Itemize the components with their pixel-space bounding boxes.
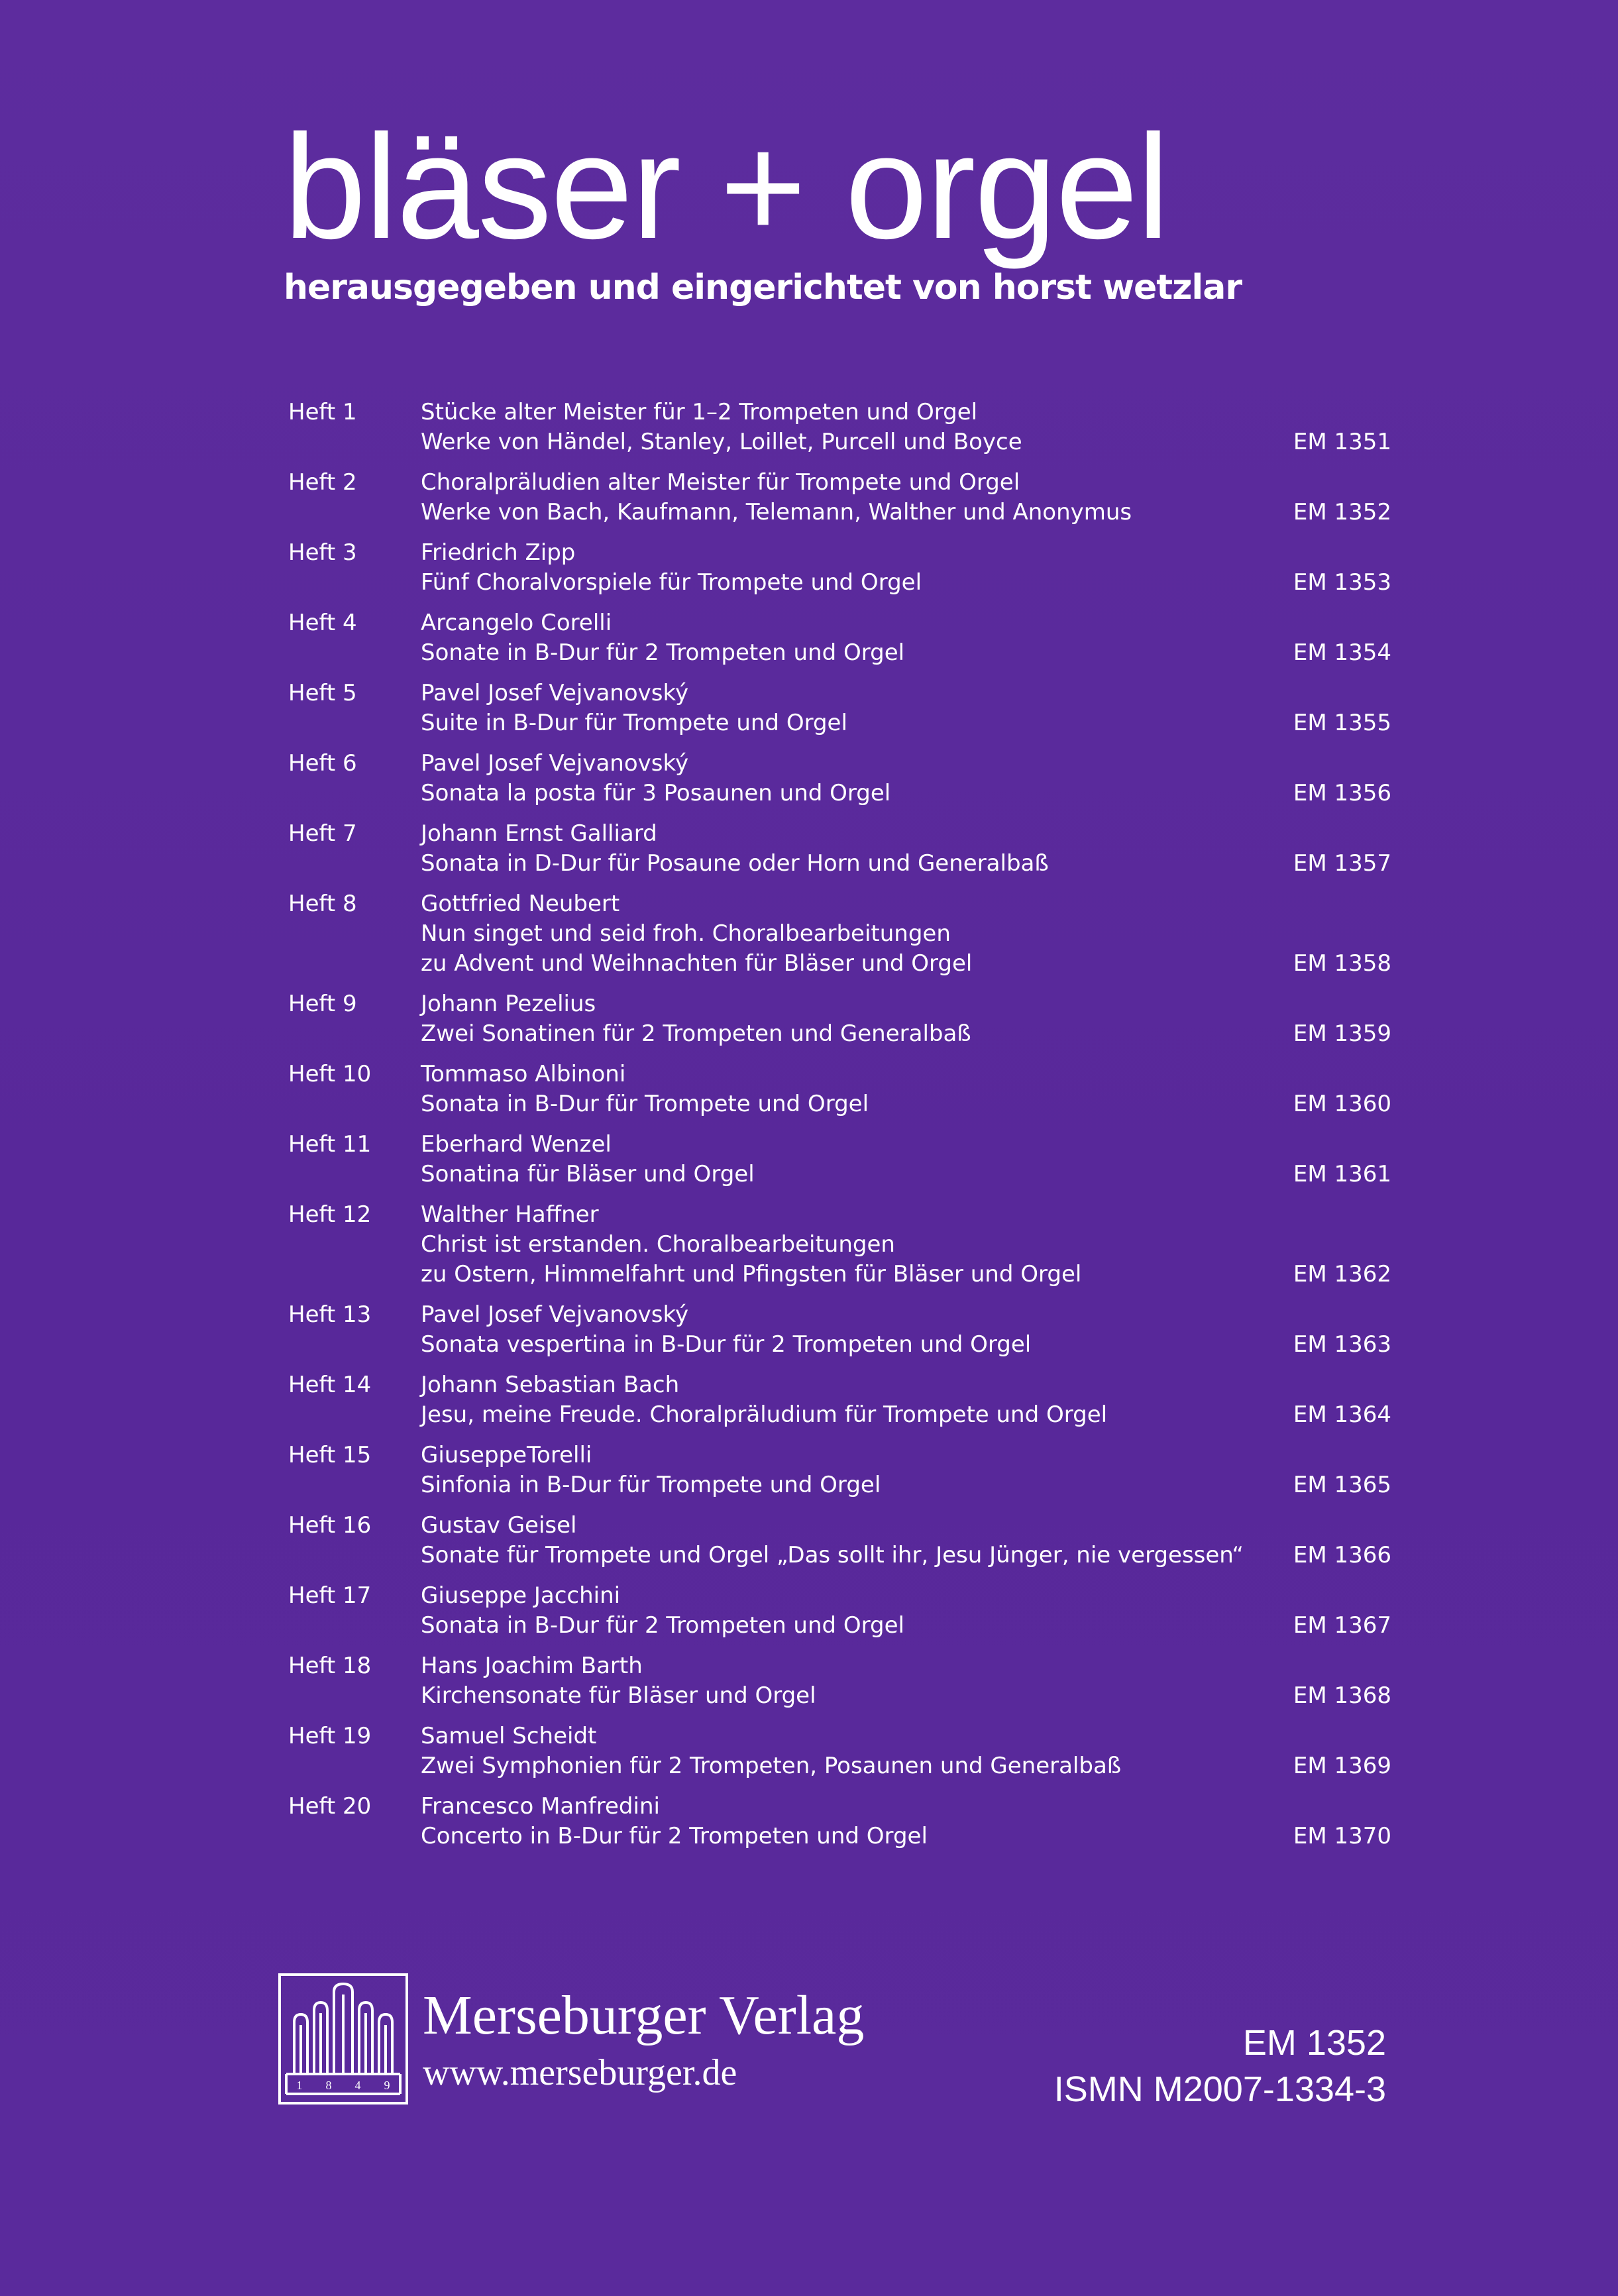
entry-title-line: Zwei Sonatinen für 2 Trompeten und Generalbaß xyxy=(421,1020,971,1047)
entry-title-line: Sonata in B-Dur für 2 Trompeten und Orgel xyxy=(421,1612,905,1639)
entry-composer-line: Walther Haffner xyxy=(421,1201,599,1228)
heft-label: Heft 15 xyxy=(288,1442,372,1468)
entry-composer-line: Eberhard Wenzel xyxy=(421,1131,612,1158)
catalog-number: EM 1360 xyxy=(1293,1091,1391,1117)
entry-text xyxy=(421,889,1226,979)
catalog-number: EM 1355 xyxy=(1293,710,1391,736)
catalog-number: EM 1351 xyxy=(1293,429,1391,455)
entry-title-line: Sonata vespertina in B-Dur für 2 Trompeten und Orgel xyxy=(421,1331,1032,1358)
heft-label: Heft 18 xyxy=(288,1653,372,1679)
entry-text xyxy=(421,749,1226,808)
heft-label: Heft 17 xyxy=(288,1582,372,1609)
series-entry xyxy=(288,889,1391,979)
logo-digit: 8 xyxy=(325,2079,332,2092)
entry-title-line: Sonata la posta für 3 Posaunen und Orgel xyxy=(421,780,891,806)
edition-identifiers xyxy=(1054,2020,1386,2112)
catalog-number: EM 1362 xyxy=(1293,1261,1391,1287)
entry-text xyxy=(421,679,1226,738)
catalog-number: EM 1370 xyxy=(1293,1823,1391,1849)
series-entry xyxy=(288,819,1391,879)
entry-composer-line: Hans Joachim Barth xyxy=(421,1653,643,1679)
series-entry xyxy=(288,1722,1391,1781)
entry-composer-line: Giuseppe Jacchini xyxy=(421,1582,621,1609)
heft-label: Heft 7 xyxy=(288,820,357,847)
entry-composer-line: GiuseppeTorelli xyxy=(421,1442,592,1468)
entry-text xyxy=(421,1130,1226,1189)
entry-title-line: Sonata in B-Dur für Trompete und Orgel xyxy=(421,1091,869,1117)
catalog-number: EM 1365 xyxy=(1293,1472,1391,1498)
series-entry xyxy=(288,1300,1391,1360)
heft-label: Heft 9 xyxy=(288,991,357,1017)
entry-composer-line: Johann Pezelius xyxy=(421,991,596,1017)
entry-composer-line: Pavel Josef Vejvanovský xyxy=(421,680,689,706)
entry-title-line: Nun singet und seid froh. Choralbearbeitungen xyxy=(421,920,951,947)
entry-text xyxy=(421,989,1226,1049)
catalog-number: EM 1367 xyxy=(1293,1612,1391,1639)
entry-title-line: Sonata in D-Dur für Posaune oder Horn und Generalbaß xyxy=(421,850,1049,877)
series-subtitle: herausgegeben und eingerichtet von horst wetzlar xyxy=(284,268,1242,307)
entry-text xyxy=(421,1792,1226,1851)
series-list xyxy=(288,398,1391,1862)
entry-title-line: Zwei Symphonien für 2 Trompeten, Posaunen und Generalbaß xyxy=(421,1753,1122,1779)
heft-label: Heft 5 xyxy=(288,680,357,706)
entry-title-line: zu Ostern, Himmelfahrt und Pfingsten für Bläser und Orgel xyxy=(421,1261,1082,1287)
catalog-number: EM 1361 xyxy=(1293,1161,1391,1187)
entry-composer-line: Gustav Geisel xyxy=(421,1512,577,1539)
catalog-number: EM 1353 xyxy=(1293,569,1391,596)
entry-title-line: Suite in B-Dur für Trompete und Orgel xyxy=(421,710,847,736)
header xyxy=(284,104,1410,307)
organ-logo xyxy=(278,1973,408,2105)
entry-composer-line: Stücke alter Meister für 1–2 Trompeten und Orgel xyxy=(421,399,978,425)
publisher-url[interactable]: www.merseburger.de xyxy=(423,2052,737,2093)
heft-label: Heft 1 xyxy=(288,399,357,425)
entry-title-line: Jesu, meine Freude. Choralpräludium für Trompete und Orgel xyxy=(421,1401,1108,1428)
catalog-number: EM 1354 xyxy=(1293,639,1391,666)
series-entry xyxy=(288,1060,1391,1119)
catalog-number: EM 1364 xyxy=(1293,1401,1391,1428)
heft-label: Heft 14 xyxy=(288,1372,372,1398)
entry-text xyxy=(421,1511,1244,1570)
entry-title-line: Werke von Bach, Kaufmann, Telemann, Walther und Anonymus xyxy=(421,499,1132,525)
logo-digit: 9 xyxy=(384,2079,390,2092)
series-entry xyxy=(288,1581,1391,1641)
entry-title-line: Kirchensonate für Bläser und Orgel xyxy=(421,1682,816,1709)
catalog-number: EM 1366 xyxy=(1293,1542,1391,1568)
entry-text xyxy=(421,468,1226,527)
series-entry xyxy=(288,679,1391,738)
ismn: ISMN M2007-1334-3 xyxy=(1053,2069,1386,2109)
series-entry xyxy=(288,1511,1391,1570)
entry-text xyxy=(421,1581,1226,1641)
catalog-number: EM 1368 xyxy=(1293,1682,1391,1709)
heft-label: Heft 19 xyxy=(288,1723,372,1749)
entry-composer-line: Friedrich Zipp xyxy=(421,539,576,566)
entry-title-line: Christ ist erstanden. Choralbearbeitungen xyxy=(421,1231,895,1258)
series-entry xyxy=(288,1370,1391,1430)
heft-label: Heft 4 xyxy=(288,610,357,636)
entry-text xyxy=(421,1200,1226,1289)
catalog-number: EM 1357 xyxy=(1293,850,1391,877)
series-entry xyxy=(288,1200,1391,1289)
entry-text xyxy=(421,538,1226,598)
organ-pipes-icon xyxy=(281,1976,405,2102)
series-entry xyxy=(288,1441,1391,1500)
heft-label: Heft 12 xyxy=(288,1201,372,1228)
entry-text xyxy=(421,608,1226,668)
entry-composer-line: Arcangelo Corelli xyxy=(421,610,612,636)
entry-composer-line: Johann Ernst Galliard xyxy=(421,820,657,847)
series-entry xyxy=(288,1651,1391,1711)
entry-title-line: Werke von Händel, Stanley, Loillet, Purcell und Boyce xyxy=(421,429,1022,455)
entry-composer-line: Samuel Scheidt xyxy=(421,1723,597,1749)
series-entry xyxy=(288,1130,1391,1189)
series-entry xyxy=(288,538,1391,598)
entry-text xyxy=(421,1651,1226,1711)
entry-composer-line: Francesco Manfredini xyxy=(421,1793,660,1820)
entry-title-line: Fünf Choralvorspiele für Trompete und Orgel xyxy=(421,569,922,596)
entry-text xyxy=(421,398,1226,457)
entry-composer-line: Johann Sebastian Bach xyxy=(421,1372,680,1398)
series-entry xyxy=(288,398,1391,457)
heft-label: Heft 13 xyxy=(288,1301,372,1328)
entry-title-line: Sonate für Trompete und Orgel „Das sollt ihr, Jesu Jünger, nie vergessen“ xyxy=(421,1542,1244,1568)
entry-title-line: Concerto in B-Dur für 2 Trompeten und Orgel xyxy=(421,1823,928,1849)
entry-title-line: Sinfonia in B-Dur für Trompete und Orgel xyxy=(421,1472,881,1498)
series-entry xyxy=(288,989,1391,1049)
catalog-number: EM 1359 xyxy=(1293,1020,1391,1047)
heft-label: Heft 6 xyxy=(288,750,357,777)
logo-digit: 1 xyxy=(296,2079,303,2092)
heft-label: Heft 10 xyxy=(288,1061,372,1087)
entry-composer-line: Pavel Josef Vejvanovský xyxy=(421,1301,689,1328)
heft-label: Heft 3 xyxy=(288,539,357,566)
entry-title-line: zu Advent und Weihnachten für Bläser und Orgel xyxy=(421,950,973,977)
series-entry xyxy=(288,468,1391,527)
catalog-number: EM 1352 xyxy=(1242,2023,1386,2063)
catalog-number: EM 1363 xyxy=(1293,1331,1391,1358)
catalog-number: EM 1352 xyxy=(1293,499,1391,525)
heft-label: Heft 2 xyxy=(288,469,357,496)
series-entry xyxy=(288,1792,1391,1851)
heft-label: Heft 11 xyxy=(288,1131,372,1158)
entry-text xyxy=(421,1441,1226,1500)
publisher-block xyxy=(278,1973,941,2106)
catalog-number: EM 1369 xyxy=(1293,1753,1391,1779)
entry-title-line: Sonate in B-Dur für 2 Trompeten und Orgel xyxy=(421,639,905,666)
entry-text xyxy=(421,1300,1226,1360)
entry-text xyxy=(421,1060,1226,1119)
entry-composer-line: Choralpräludien alter Meister für Trompete und Orgel xyxy=(421,469,1020,496)
catalog-number: EM 1358 xyxy=(1293,950,1391,977)
logo-digit: 4 xyxy=(354,2079,361,2092)
heft-label: Heft 16 xyxy=(288,1512,372,1539)
series-entry xyxy=(288,749,1391,808)
entry-text xyxy=(421,819,1226,879)
heft-label: Heft 20 xyxy=(288,1793,372,1820)
entry-composer-line: Pavel Josef Vejvanovský xyxy=(421,750,689,777)
heft-label: Heft 8 xyxy=(288,891,357,917)
series-entry xyxy=(288,608,1391,668)
entry-composer-line: Tommaso Albinoni xyxy=(421,1061,626,1087)
publisher-name: Merseburger Verlag xyxy=(423,1985,865,2046)
entry-text xyxy=(421,1722,1226,1781)
entry-text xyxy=(421,1370,1226,1430)
catalog-number: EM 1356 xyxy=(1293,780,1391,806)
entry-composer-line: Gottfried Neubert xyxy=(421,891,620,917)
entry-title-line: Sonatina für Bläser und Orgel xyxy=(421,1161,755,1187)
series-title: bläser + orgel xyxy=(284,104,1169,270)
